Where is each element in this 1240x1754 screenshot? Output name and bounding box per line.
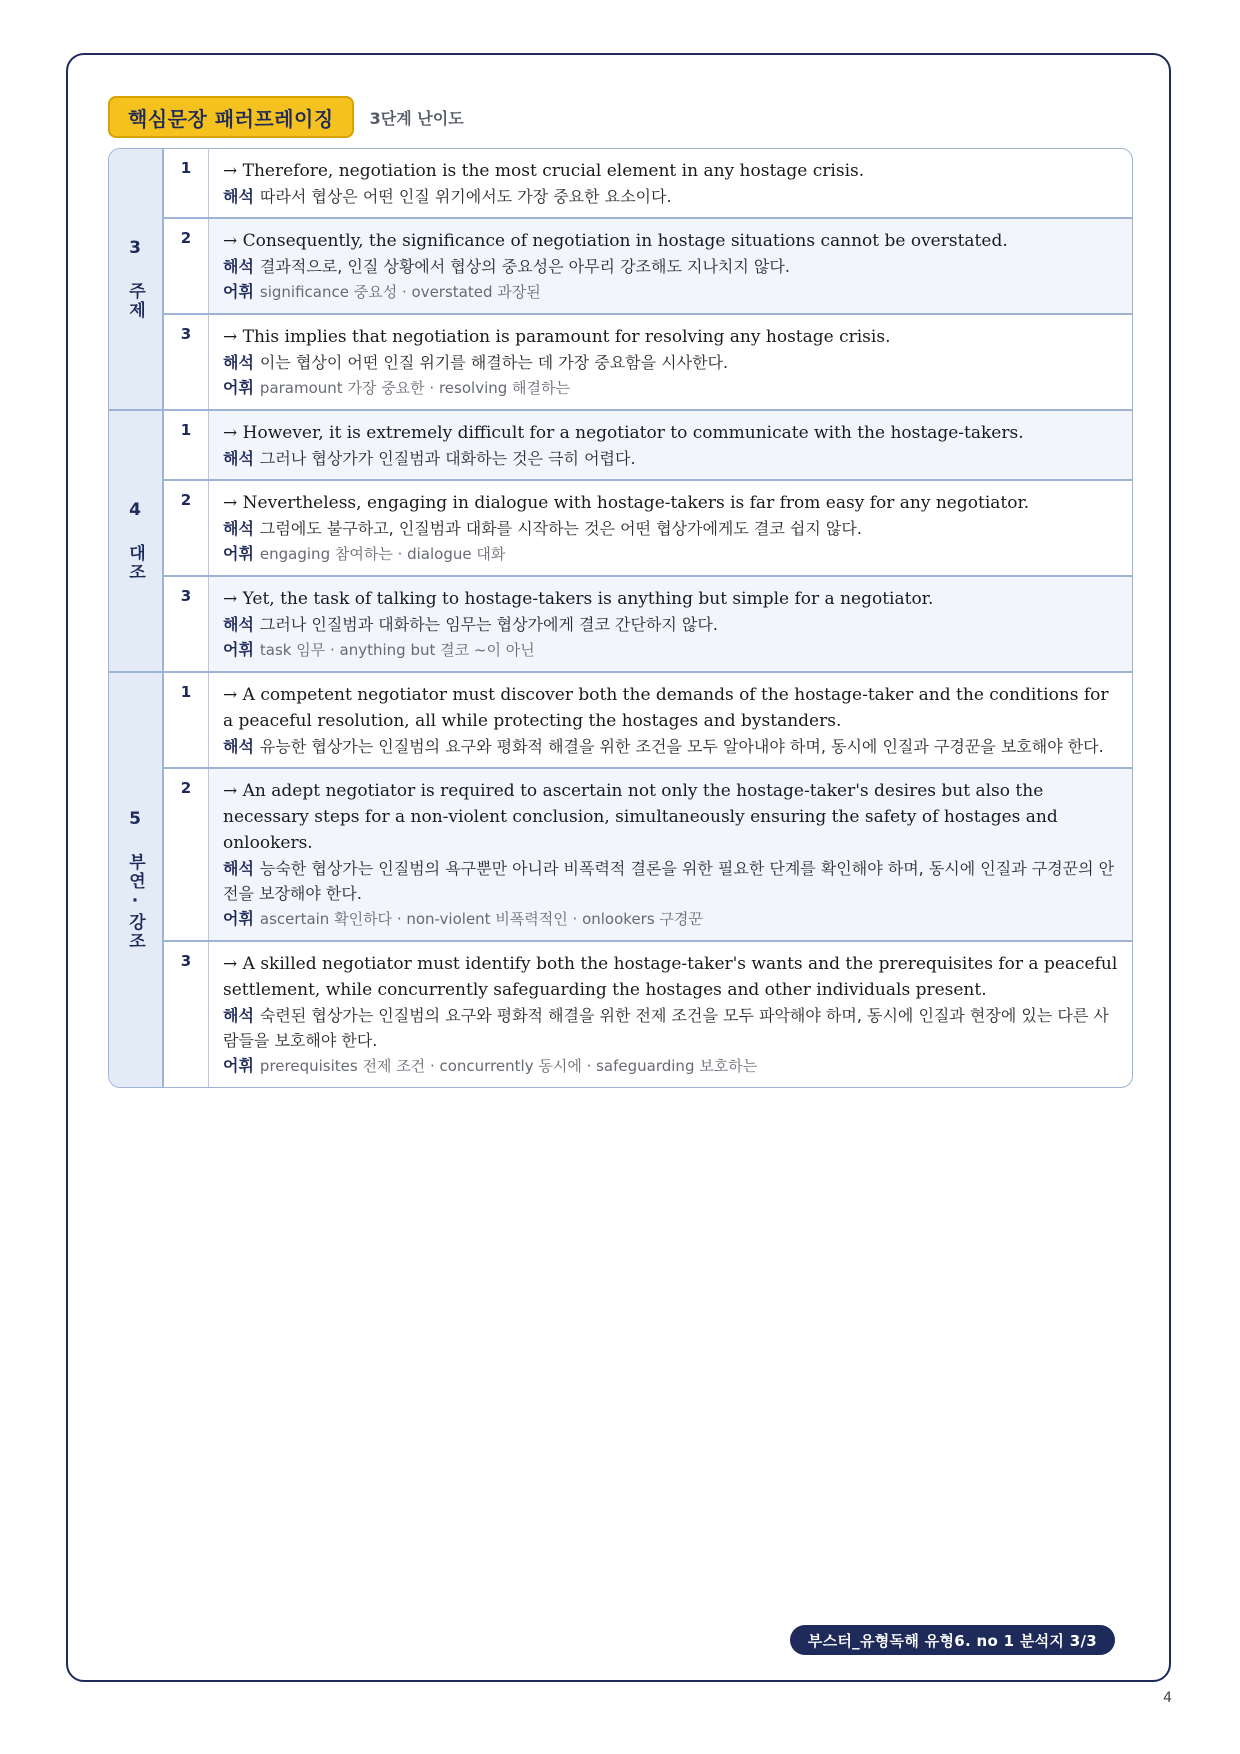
section-title-badge: 핵심문장 패러프레이징 (108, 96, 354, 138)
row-content (209, 315, 1132, 409)
vocab-line (223, 541, 1118, 567)
row-content (209, 149, 1132, 217)
row-content (209, 481, 1132, 575)
vocab-line (223, 279, 1118, 305)
row-number: 3 (164, 942, 209, 1087)
english-sentence: → Consequently, the significance of negotiation in hostage situations cannot be overstated. (223, 231, 1008, 251)
group-label-text: 5 부연·강조 (125, 809, 145, 951)
vocab-list: significance 중요성 · overstated 과장된 (259, 283, 541, 301)
row-content (209, 769, 1132, 940)
sentence-group (109, 409, 1132, 671)
korean-translation: 능숙한 협상가는 인질범의 욕구뿐만 아니라 비폭력적 결론을 위한 필요한 단계를 확인해야 하며, 동시에 인질과 구경꾼의 안전을 보장해야 한다. (223, 859, 1115, 903)
vocab-line (223, 1053, 1118, 1079)
vocab-tag: 어휘 (223, 1056, 254, 1075)
row-content (209, 219, 1132, 313)
sentence-row (164, 479, 1132, 575)
row-number: 3 (164, 315, 209, 409)
vocab-list: task 임무 · anything but 결코 ~이 아닌 (259, 641, 535, 659)
vocab-tag: 어휘 (223, 640, 254, 659)
vocab-line (223, 375, 1118, 401)
translation-line (223, 254, 1118, 279)
english-sentence: → A skilled negotiator must identify both the hostage-taker's wants and the prerequisites for a peaceful settlement, while concurrently safeguarding the hostages and other individuals present. (223, 954, 1118, 1000)
sentence-row (164, 149, 1132, 217)
translation-tag: 해석 (223, 519, 254, 538)
translation-tag: 해석 (223, 615, 254, 634)
row-number: 1 (164, 411, 209, 479)
translation-tag: 해석 (223, 257, 254, 276)
translation-line (223, 446, 1118, 471)
translation-tag: 해석 (223, 737, 254, 756)
vocab-list: prerequisites 전제 조건 · concurrently 동시에 · safeguarding 보호하는 (259, 1057, 758, 1075)
sentence-row (164, 411, 1132, 479)
footer-title: 부스터_유형독해 유형6. no 1 분석지 3/3 (790, 1625, 1115, 1655)
row-number: 3 (164, 577, 209, 671)
sentence-row (164, 940, 1132, 1087)
row-content (209, 673, 1132, 767)
translation-tag: 해석 (223, 353, 254, 372)
group-label (109, 149, 164, 409)
translation-tag: 해석 (223, 859, 254, 878)
vocab-line (223, 906, 1118, 932)
translation-tag: 해석 (223, 187, 254, 206)
translation-tag: 해석 (223, 449, 254, 468)
page-number: 4 (1163, 1690, 1172, 1706)
vocab-tag: 어휘 (223, 282, 254, 301)
row-content (209, 942, 1132, 1087)
sentence-group (109, 149, 1132, 409)
translation-line (223, 612, 1118, 637)
korean-translation: 따라서 협상은 어떤 인질 위기에서도 가장 중요한 요소이다. (259, 187, 672, 206)
translation-line (223, 734, 1118, 759)
row-number: 2 (164, 769, 209, 940)
korean-translation: 그러나 협상가가 인질범과 대화하는 것은 극히 어렵다. (259, 449, 636, 468)
vocab-list: engaging 참여하는 · dialogue 대화 (259, 545, 506, 563)
translation-tag: 해석 (223, 1006, 254, 1025)
english-sentence: → This implies that negotiation is paramount for resolving any hostage crisis. (223, 327, 891, 347)
vocab-tag: 어휘 (223, 378, 254, 397)
paraphrase-table (108, 148, 1133, 1088)
section-header (108, 95, 464, 139)
english-sentence: → Therefore, negotiation is the most crucial element in any hostage crisis. (223, 161, 865, 181)
sentence-row (164, 313, 1132, 409)
row-number: 1 (164, 149, 209, 217)
translation-line (223, 184, 1118, 209)
vocab-list: paramount 가장 중요한 · resolving 해결하는 (259, 379, 570, 397)
english-sentence: → Nevertheless, engaging in dialogue with hostage-takers is far from easy for any negotiator. (223, 493, 1030, 513)
sentence-row (164, 575, 1132, 671)
vocab-tag: 어휘 (223, 544, 254, 563)
translation-line (223, 516, 1118, 541)
group-label (109, 673, 164, 1087)
korean-translation: 유능한 협상가는 인질범의 요구와 평화적 해결을 위한 조건을 모두 알아내야 하며, 동시에 인질과 구경꾼을 보호해야 한다. (259, 737, 1104, 756)
translation-line (223, 350, 1118, 375)
korean-translation: 숙련된 협상가는 인질범의 요구와 평화적 해결을 위한 전제 조건을 모두 파악해야 하며, 동시에 인질과 현장에 있는 다른 사람들을 보호해야 한다. (223, 1006, 1109, 1050)
korean-translation: 결과적으로, 인질 상황에서 협상의 중요성은 아무리 강조해도 지나치지 않다. (259, 257, 790, 276)
sentence-row (164, 767, 1132, 940)
row-content (209, 577, 1132, 671)
english-sentence: → However, it is extremely difficult for a negotiator to communicate with the hostage-takers. (223, 423, 1024, 443)
difficulty-label: 3단계 난이도 (369, 108, 464, 128)
vocab-line (223, 637, 1118, 663)
group-label-text: 3 주제 (125, 238, 145, 320)
sentence-row (164, 217, 1132, 313)
row-number: 1 (164, 673, 209, 767)
english-sentence: → Yet, the task of talking to hostage-takers is anything but simple for a negotiator. (223, 589, 934, 609)
vocab-tag: 어휘 (223, 909, 254, 928)
translation-line (223, 856, 1118, 906)
group-label (109, 411, 164, 671)
row-number: 2 (164, 481, 209, 575)
row-content (209, 411, 1132, 479)
sentence-group (109, 671, 1132, 1087)
korean-translation: 이는 협상이 어떤 인질 위기를 해결하는 데 가장 중요함을 시사한다. (259, 353, 729, 372)
sentence-row (164, 673, 1132, 767)
translation-line (223, 1003, 1118, 1053)
korean-translation: 그러나 인질범과 대화하는 임무는 협상가에게 결코 간단하지 않다. (259, 615, 718, 634)
korean-translation: 그럼에도 불구하고, 인질범과 대화를 시작하는 것은 어떤 협상가에게도 결코 쉽지 않다. (259, 519, 862, 538)
english-sentence: → A competent negotiator must discover both the demands of the hostage-taker and the conditions for a peaceful resolution, all while protecting the hostages and bystanders. (223, 685, 1109, 731)
english-sentence: → An adept negotiator is required to ascertain not only the hostage-taker's desires but also the necessary steps for a non-violent conclusion, simultaneously ensuring the safety of hostages and onlookers. (223, 781, 1058, 853)
group-label-text: 4 대조 (125, 500, 145, 582)
vocab-list: ascertain 확인하다 · non-violent 비폭력적인 · onlookers 구경꾼 (259, 910, 703, 928)
row-number: 2 (164, 219, 209, 313)
